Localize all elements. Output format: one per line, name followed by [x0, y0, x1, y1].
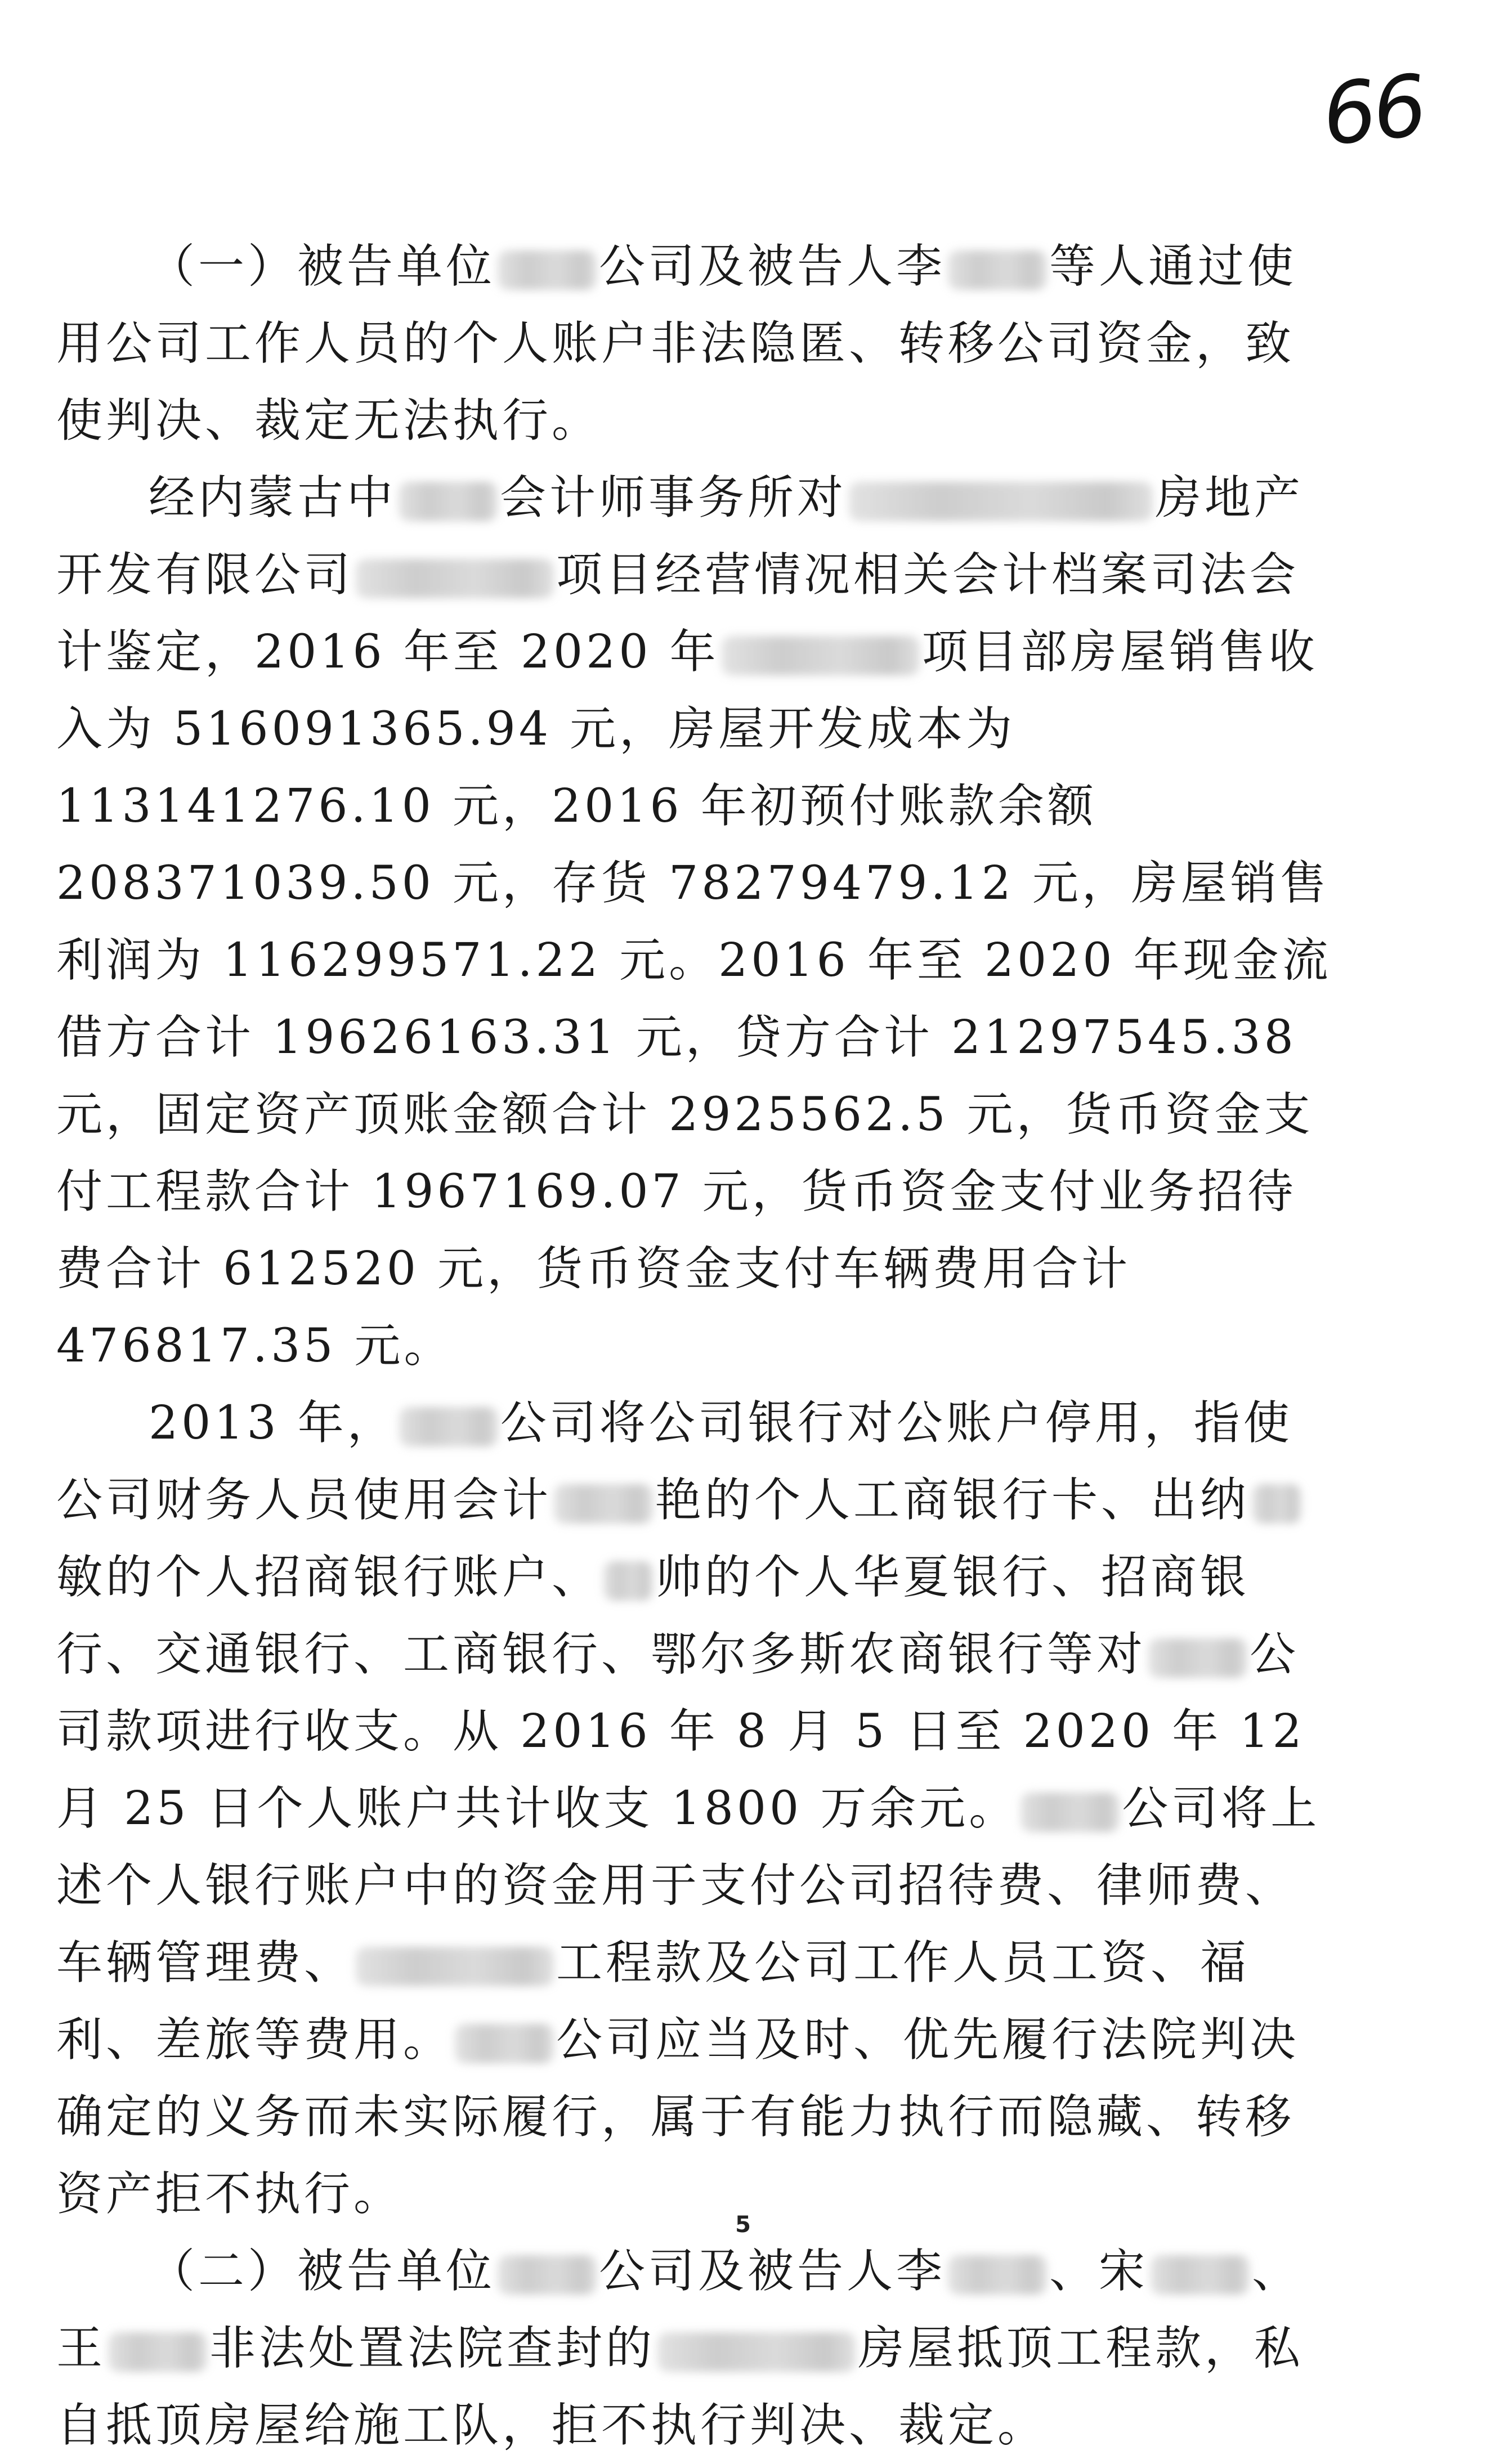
paragraph-4: [56, 2233, 1340, 2464]
text-run: 项目部房屋销售收入为 516091365.94 元，房屋开发成本为 113141276.10 元，2016 年初预付账款余额 208371039.50 元，存货 78279479.12 元，房屋销售利润为 116299571.22 元。2016 年至 2020 年现金流借方合计 19626163.31 元，贷方合计 21297545.38 元，固定资产顶账金额合计 2925562.5 元，货币资金支付工程款合计 1967169.07 元，货币资金支付业务招待费合计 612520 元，货币资金支付车辆费用合计 476817.35 元。: [56, 625, 1332, 1373]
text-run: 、王: [56, 2245, 1302, 2375]
text-run: 公司及被告人李: [599, 2245, 946, 2298]
text-run: 非法处置法院查封的: [209, 2322, 656, 2375]
text-run: 、宋: [1049, 2245, 1149, 2298]
paragraph-2: [56, 459, 1340, 1385]
redaction-blur: [722, 636, 920, 675]
document-body: [56, 228, 1340, 2464]
redaction-blur: [498, 2255, 597, 2295]
page-number: 5: [735, 2212, 751, 2238]
redaction-blur: [399, 482, 498, 521]
text-run: （一）被告单位: [149, 240, 496, 293]
text-run: 房地产开发有限公司: [56, 471, 1304, 602]
text-run: 2013 年，: [149, 1396, 397, 1450]
text-run: 公司将上述个人银行账户中的资金用于支付公司招待费、律师费、车辆管理费、: [56, 1782, 1321, 1990]
text-run: 工程款及公司工作人员工资、福利、差旅等费用。: [56, 1936, 1250, 2067]
handwritten-page-number: 66: [1318, 57, 1429, 165]
text-run: 公司应当及时、优先履行法院判决确定的义务而未实际履行，属于有能力执行而隐藏、转移资产拒不执行。: [56, 2013, 1300, 2221]
text-run: 公司及被告人李: [599, 240, 946, 293]
redaction-blur: [948, 250, 1047, 290]
redaction-blur: [1148, 1638, 1247, 1678]
text-run: 公司将公司银行对公账户停用，指使公司财务人员使用会计: [56, 1396, 1293, 1527]
text-run: 房屋抵顶工程款，私自抵顶房屋给施工队，拒不执行判决、裁定。: [56, 2322, 1304, 2452]
redaction-blur: [399, 1407, 498, 1446]
text-run: 帅的个人华夏银行、招商银行、交通银行、工商银行、鄂尔多斯农商银行等对: [56, 1551, 1250, 1681]
text-run: 敏的个人招商银行账户、: [56, 1551, 602, 1604]
redaction-blur: [1151, 2255, 1250, 2295]
paragraph-1: [56, 228, 1340, 459]
redaction-blur: [603, 1561, 653, 1601]
text-run: 艳的个人工商银行卡、出纳: [655, 1473, 1250, 1527]
redaction-blur: [948, 2255, 1047, 2295]
text-run: 会计师事务所对: [500, 471, 847, 525]
redaction-blur: [1020, 1793, 1120, 1832]
text-run: 等人通过使用公司工作人员的个人账户非法隐匿、转移公司资金，致使判决、裁定无法执行。: [56, 240, 1297, 447]
redaction-blur: [455, 2024, 554, 2063]
text-run: 公司款项进行收支。从 2016 年 8 月 5 日至 2020 年 12 月 25 日个人账户共计收支 1800 万余元。: [56, 1628, 1305, 1835]
redaction-blur: [554, 1484, 653, 1524]
redaction-blur: [1252, 1484, 1301, 1524]
redaction-blur: [498, 250, 597, 290]
paragraph-3: [56, 1385, 1340, 2233]
redaction-blur: [356, 559, 554, 598]
text-run: 项目经营情况相关会计档案司法会计鉴定，2016 年至 2020 年: [56, 548, 1300, 679]
redaction-blur: [657, 2332, 856, 2372]
redaction-blur: [108, 2332, 207, 2372]
text-run: （二）被告单位: [149, 2245, 496, 2298]
text-run: 经内蒙古中: [149, 471, 397, 525]
redaction-blur: [356, 1947, 554, 1986]
redaction-blur: [849, 482, 1153, 521]
